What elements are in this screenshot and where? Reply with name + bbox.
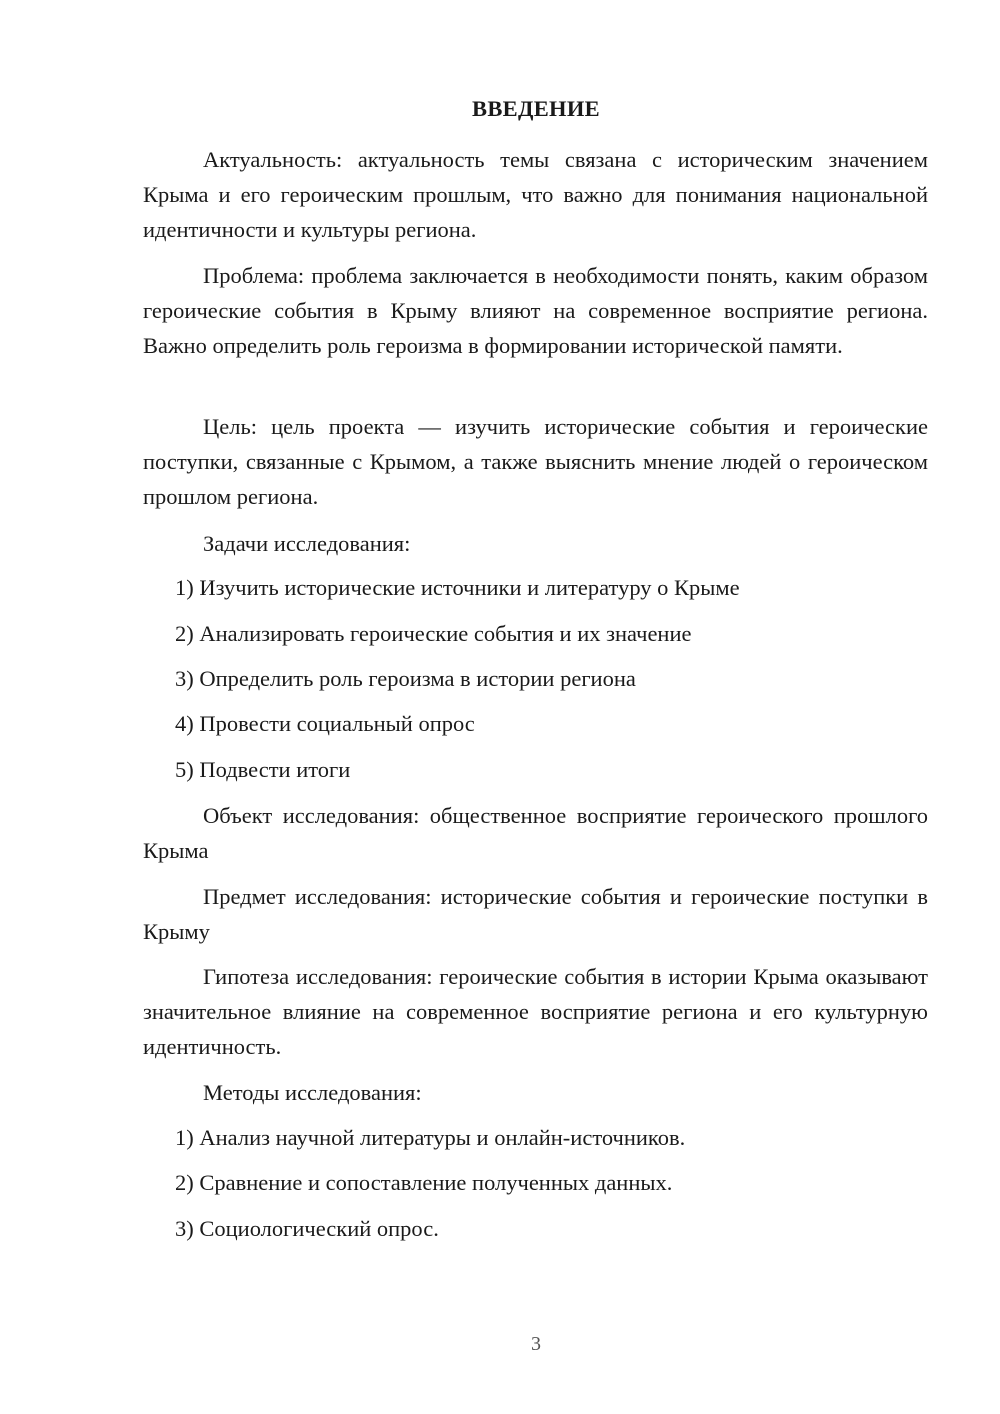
methods-heading: Методы исследования: <box>203 1080 422 1105</box>
method-item: 2) Сравнение и сопоставление полученных данных. <box>175 1170 673 1195</box>
page-number: 3 <box>531 1333 541 1355</box>
object-paragraph: Объект исследования: общественное восприятие героического прошлого Крыма <box>143 803 928 863</box>
task-item: 1) Изучить исторические источники и литературу о Крыме <box>175 575 740 600</box>
hypothesis-paragraph: Гипотеза исследования: героические события в истории Крыма оказывают значительное влияние на современное восприятие региона и его культурную идентичность. <box>143 964 928 1059</box>
method-item: 3) Социологический опрос. <box>175 1216 439 1241</box>
subject-paragraph: Предмет исследования: исторические события и героические поступки в Крыму <box>143 884 928 944</box>
task-item: 2) Анализировать героические события и их значение <box>175 621 692 646</box>
relevance-paragraph: Актуальность: актуальность темы связана с историческим значением Крыма и его героическим прошлым, что важно для понимания национальной идентичности и культуры региона. <box>143 147 928 242</box>
tasks-heading: Задачи исследования: <box>203 531 411 556</box>
problem-paragraph: Проблема: проблема заключается в необходимости понять, каким образом героические события в Крыму влияют на современное восприятие региона. Важно определить роль героизма в формировании исторической памяти. <box>143 263 928 358</box>
task-item: 4) Провести социальный опрос <box>175 711 475 736</box>
page-title: ВВЕДЕНИЕ <box>472 96 600 121</box>
task-item: 3) Определить роль героизма в истории региона <box>175 666 636 691</box>
task-item: 5) Подвести итоги <box>175 757 351 782</box>
goal-paragraph: Цель: цель проекта — изучить исторические события и героические поступки, связанные с Крымом, а также выяснить мнение людей о героическом прошлом региона. <box>143 414 928 509</box>
method-item: 1) Анализ научной литературы и онлайн-источников. <box>175 1125 686 1150</box>
